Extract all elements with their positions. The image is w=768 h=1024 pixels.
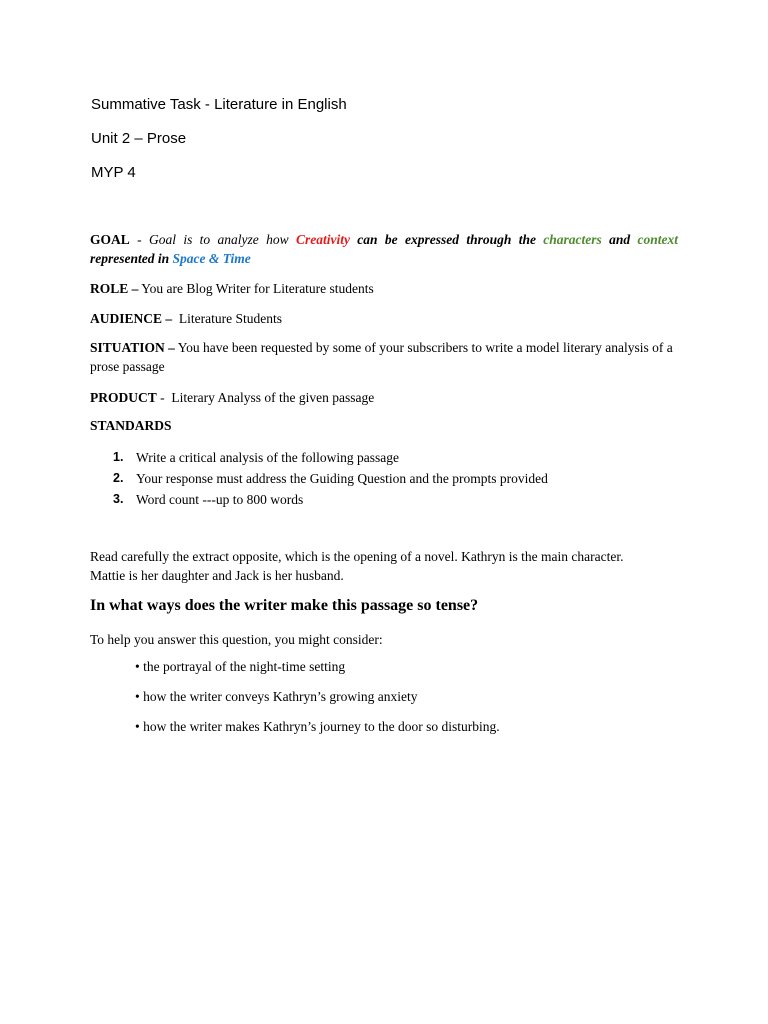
- goal-text-3: and: [601, 232, 638, 247]
- audience-label: AUDIENCE –: [90, 311, 173, 326]
- document-title: Summative Task - Literature in English: [91, 96, 347, 113]
- goal-label: GOAL: [90, 232, 130, 247]
- product-text: - Literary Analyss of the given passage: [156, 390, 375, 405]
- product-line: [90, 388, 374, 407]
- prompt-item: • how the writer conveys Kathryn’s growing anxiety: [135, 689, 418, 704]
- product-label: PRODUCT: [90, 390, 157, 405]
- list-item: [113, 447, 548, 468]
- standards-label: STANDARDS: [90, 418, 172, 433]
- list-number: 1.: [113, 450, 124, 464]
- list-number: 2.: [113, 471, 124, 485]
- help-text: To help you answer this question, you might consider:: [90, 632, 383, 647]
- situation-label: SITUATION –: [90, 340, 175, 355]
- prompt-item: • the portrayal of the night-time setting: [135, 659, 346, 674]
- role-text: You are Blog Writer for Literature students: [138, 281, 374, 296]
- goal-characters: characters: [543, 232, 602, 247]
- goal-paragraph: [90, 230, 678, 268]
- unit-heading: Unit 2 – Prose: [91, 130, 187, 147]
- goal-space-time: Space & Time: [172, 251, 251, 266]
- goal-context: context: [637, 232, 678, 247]
- list-number: 3.: [113, 492, 124, 506]
- standards-list: [113, 447, 548, 510]
- guiding-question: In what ways does the writer make this passage so tense?: [90, 597, 479, 614]
- goal-text-4: represented in: [90, 251, 173, 266]
- goal-separator: -: [129, 232, 149, 247]
- list-text: Write a critical analysis of the following passage: [136, 450, 399, 465]
- role-label: ROLE –: [90, 281, 139, 296]
- audience-text: Literature Students: [172, 311, 282, 326]
- role-line: [90, 279, 374, 298]
- list-text: Word count ---up to 800 words: [136, 492, 304, 507]
- level-heading: MYP 4: [91, 164, 136, 181]
- goal-text-1: Goal is to analyze how: [148, 232, 296, 247]
- situation-text: You have been requested by some of your subscribers to write a model literary analysis of a prose passage: [90, 340, 673, 374]
- list-text: Your response must address the Guiding Question and the prompts provided: [136, 471, 548, 486]
- intro-paragraph: Read carefully the extract opposite, which is the opening of a novel. Kathryn is the main character. Mattie is her daughter and Jack is her husband.: [90, 549, 624, 583]
- prompt-item: • how the writer makes Kathryn’s journey to the door so disturbing.: [135, 719, 500, 734]
- goal-text-2: can be expressed through the: [349, 232, 544, 247]
- list-item: [113, 489, 548, 510]
- goal-creativity: Creativity: [295, 232, 350, 247]
- situation-paragraph: [90, 338, 680, 376]
- audience-line: [90, 309, 282, 328]
- list-item: [113, 468, 548, 489]
